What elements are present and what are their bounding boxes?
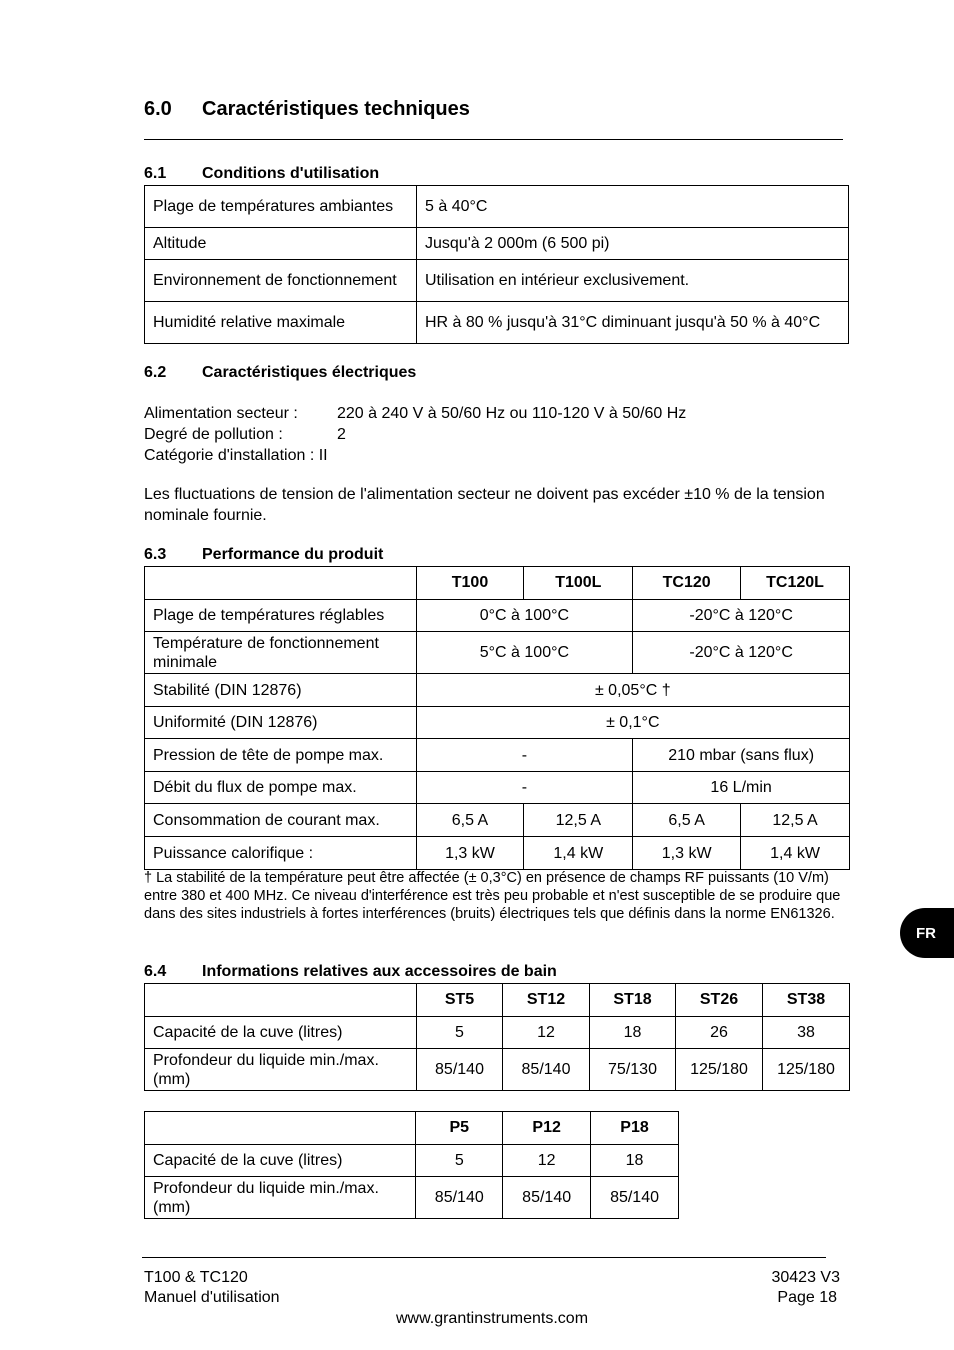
table-cell-value: 85/140 [416,1177,503,1219]
footer-product: T100 & TC120 [144,1269,248,1286]
table-cell-value: 1,3 kW [633,837,741,870]
table-cell-label: Environnement de fonctionnement [145,260,417,302]
table-cell-value: 85/140 [503,1049,590,1091]
subsection-number: 6.2 [144,364,167,381]
table-header-empty [145,1112,416,1145]
subsection-number: 6.3 [144,546,167,563]
table-header-row [145,984,850,1017]
table-cell-value: 1,3 kW [416,837,524,870]
spec-label: Alimentation secteur : [144,405,298,422]
table-header: ST18 [590,984,676,1017]
language-tab: FR [900,908,954,958]
spec-value: 2 [337,426,346,443]
table-cell-value: - [416,739,633,772]
subsection-heading-6-3 [144,546,383,564]
table-row [145,804,850,837]
conditions-table [144,185,849,344]
table-cell-label: Altitude [145,228,417,260]
spec-row [144,403,686,424]
table-cell-value: - [416,772,633,804]
table-row [145,1017,850,1049]
table-header: TC120L [741,567,850,600]
spec-value: II [318,447,328,464]
subsection-heading-6-1 [144,165,379,183]
spec-label: Degré de pollution : [144,426,283,443]
p-bath-table [144,1111,679,1219]
table-cell-label: Stabilité (DIN 12876) [145,674,417,707]
table-cell-value: 18 [591,1145,679,1177]
subsection-heading-6-2 [144,364,416,382]
table-cell-value: ± 0,1°C [416,707,849,739]
table-cell-value: -20°C à 120°C [633,632,850,674]
table-cell-value: -20°C à 120°C [633,600,850,632]
subsection-number: 6.1 [144,165,167,182]
table-cell-label: Consommation de courant max. [145,804,417,837]
table-cell-value: 1,4 kW [741,837,850,870]
footer-doc-number: 30423 V3 [771,1269,840,1286]
footer-right [771,1268,840,1308]
table-header: ST12 [503,984,590,1017]
table-row [145,186,849,228]
table-header-row [145,1112,679,1145]
table-cell-value: 5 à 40°C [417,186,849,228]
table-row [145,674,850,707]
table-row [145,1049,850,1091]
spec-row [144,445,686,466]
table-cell-label: Débit du flux de pompe max. [145,772,417,804]
performance-table [144,566,850,870]
table-header: T100L [524,567,633,600]
table-cell-value: 12,5 A [524,804,633,837]
section-heading [144,98,470,121]
table-cell-value: 5°C à 100°C [416,632,633,674]
table-row [145,1145,679,1177]
table-cell-value: 18 [590,1017,676,1049]
table-cell-value: 125/180 [763,1049,850,1091]
table-cell-value: 75/130 [590,1049,676,1091]
table-cell-value: 26 [676,1017,763,1049]
table-cell-value: ± 0,05°C † [416,674,849,707]
table-cell-value: Utilisation en intérieur exclusivement. [417,260,849,302]
spec-value: 220 à 240 V à 50/60 Hz ou 110-120 V à 50/60 Hz [337,405,687,422]
table-cell-label: Pression de tête de pompe max. [145,739,417,772]
table-header: P5 [416,1112,503,1145]
table-cell-label: Uniformité (DIN 12876) [145,707,417,739]
table-header: ST5 [417,984,503,1017]
table-header: T100 [416,567,524,600]
table-header: ST26 [676,984,763,1017]
footer-manual: Manuel d'utilisation [144,1289,280,1306]
table-cell-value: 85/140 [417,1049,503,1091]
table-cell-label: Puissance calorifique : [145,837,417,870]
table-cell-value: 38 [763,1017,850,1049]
table-row [145,739,850,772]
heading-rule [144,139,843,140]
subsection-number: 6.4 [144,963,167,980]
table-cell-value: 210 mbar (sans flux) [633,739,850,772]
table-row [145,600,850,632]
table-row [145,632,850,674]
table-row [145,1177,679,1219]
table-cell-value: 6,5 A [416,804,524,837]
table-cell-value: 12,5 A [741,804,850,837]
table-header: TC120 [633,567,741,600]
stability-footnote: † La stabilité de la température peut être affectée (± 0,3°C) en présence de champs RF puissants (10 V/m) entre 380 et 400 MHz. Ce niveau d'interférence est très peu probable et n'est susceptible de se produire que dans des sites industriels à fortes interférences (bruits) électriques tels que définis dans la norme EN61326. [144,870,841,922]
table-cell-value: 85/140 [591,1177,679,1219]
table-header-empty [145,984,417,1017]
table-header: P12 [503,1112,591,1145]
table-cell-label: Capacité de la cuve (litres) [145,1017,417,1049]
subsection-title: Caractéristiques électriques [202,364,417,381]
footer-rule [142,1257,826,1258]
section-number: 6.0 [144,98,172,120]
table-cell-label: Plage de températures ambiantes [145,186,417,228]
table-header: P18 [591,1112,679,1145]
section-title: Caractéristiques techniques [202,98,470,120]
spec-row [144,424,686,445]
footer-page-number: Page 18 [777,1289,837,1306]
table-cell-label: Profondeur du liquide min./max. (mm) [145,1049,417,1091]
table-row [145,260,849,302]
table-row [145,302,849,344]
table-cell-label: Profondeur du liquide min./max. (mm) [145,1177,416,1219]
table-cell-value: 125/180 [676,1049,763,1091]
footer-left [144,1268,280,1308]
table-row [145,228,849,260]
voltage-note: Les fluctuations de tension de l'alimentation secteur ne doivent pas excéder ±10 % de la tension nominale fournie. [144,486,825,524]
table-cell-value: 0°C à 100°C [416,600,633,632]
spec-label: Catégorie d'installation : [144,447,315,464]
table-header: ST38 [763,984,850,1017]
table-cell-label: Capacité de la cuve (litres) [145,1145,416,1177]
table-row [145,772,850,804]
subsection-heading-6-4 [144,963,557,981]
table-header-row [145,567,850,600]
table-cell-value: 12 [503,1145,591,1177]
footer-website: www.grantinstruments.com [395,1310,589,1327]
subsection-title: Performance du produit [202,546,384,563]
table-cell-label: Plage de températures réglables [145,600,417,632]
table-row [145,707,850,739]
table-header-empty [145,567,417,600]
table-cell-value: 16 L/min [633,772,850,804]
table-row [145,837,850,870]
table-cell-value: 5 [417,1017,503,1049]
table-cell-value: 5 [416,1145,503,1177]
subsection-title: Conditions d'utilisation [202,165,380,182]
subsection-title: Informations relatives aux accessoires de bain [202,963,557,980]
table-cell-value: Jusqu'à 2 000m (6 500 pi) [417,228,849,260]
table-cell-label: Humidité relative maximale [145,302,417,344]
table-cell-value: 85/140 [503,1177,591,1219]
table-cell-value: HR à 80 % jusqu'à 31°C diminuant jusqu'à 50 % à 40°C [417,302,849,344]
table-cell-value: 12 [503,1017,590,1049]
table-cell-value: 1,4 kW [524,837,633,870]
electrical-specs [144,403,686,466]
table-cell-label: Température de fonctionnement minimale [145,632,417,674]
st-bath-table [144,983,850,1091]
table-cell-value: 6,5 A [633,804,741,837]
